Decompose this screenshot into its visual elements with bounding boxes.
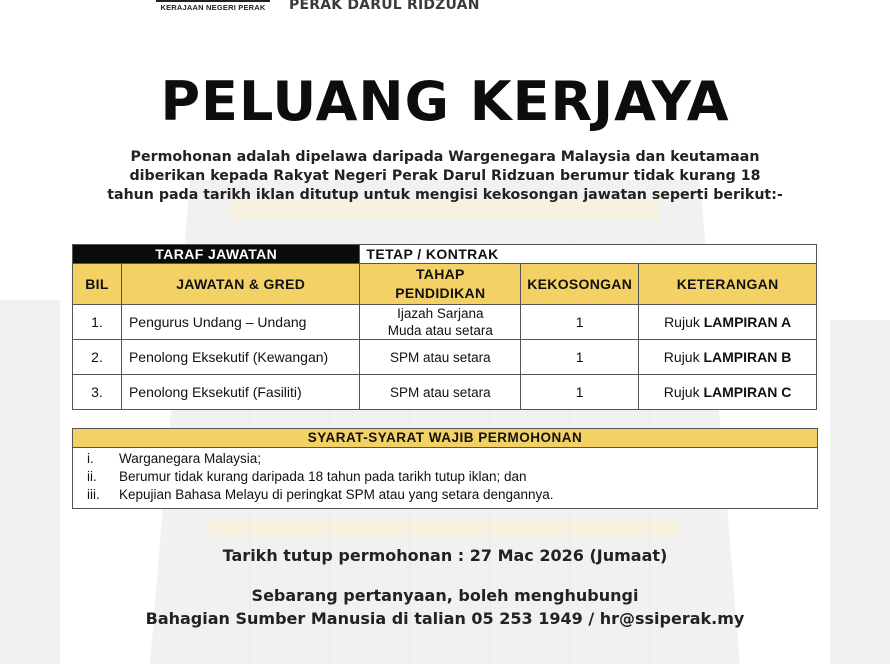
taraf-row: [73, 245, 817, 264]
header-pendidikan: TAHAP PENDIDIKAN: [360, 264, 521, 305]
list-item: i. Warganegara Malaysia;: [87, 451, 262, 466]
header-keterangan: KETERANGAN: [639, 264, 817, 305]
vacancy-table: [72, 244, 817, 410]
header-kekosongan: KEKOSONGAN: [521, 264, 639, 305]
cell-bil: 1.: [73, 305, 122, 340]
closing-date: Tarikh tutup permohonan : 27 Mac 2026 (Jumaat): [222, 546, 668, 565]
cell-pendidikan: SPM atau setara: [360, 375, 521, 410]
intro-line: tahun pada tarikh iklan ditutup untuk mengisi kekosongan jawatan seperti berikut:-: [107, 187, 783, 203]
region-logo-text: PERAK DARUL RIDZUAN: [289, 0, 480, 13]
requirements-list: [73, 448, 817, 508]
intro-paragraph: [90, 148, 800, 205]
cell-bil: 2.: [73, 340, 122, 375]
list-item: iii. Kepujian Bahasa Melayu di peringkat SPM atau yang setara dengannya.: [87, 487, 554, 502]
taraf-label: TARAF JAWATAN: [73, 245, 360, 264]
cell-keterangan: Rujuk LAMPIRAN B: [639, 340, 817, 375]
state-logo: [148, 0, 278, 12]
list-item: ii. Berumur tidak kurang daripada 18 tahun pada tarikh tutup iklan; dan: [87, 469, 527, 484]
requirements-heading: SYARAT-SYARAT WAJIB PERMOHONAN: [73, 429, 817, 448]
contact-info: [0, 584, 890, 630]
cell-pendidikan: SPM atau setara: [360, 340, 521, 375]
cell-kekosongan: 1: [521, 340, 639, 375]
contact-line: Sebarang pertanyaan, boleh menghubungi: [251, 586, 639, 605]
cell-jawatan: Pengurus Undang – Undang: [121, 305, 359, 340]
table-row: [73, 305, 817, 340]
contact-line: Bahagian Sumber Manusia di talian 05 253 1949 / hr@ssiperak.my: [145, 609, 745, 628]
table-row: [73, 375, 817, 410]
intro-line: Permohonan adalah dipelawa daripada Wargenegara Malaysia dan keutamaan: [130, 149, 760, 165]
taraf-value: TETAP / KONTRAK: [360, 245, 817, 264]
cell-pendidikan: Ijazah Sarjana Muda atau setara: [360, 305, 521, 340]
logo-caption: KERAJAAN NEGERI PERAK: [160, 3, 266, 12]
requirements-box: [72, 428, 818, 509]
logo-rule: [156, 0, 270, 2]
table-header-row: [73, 264, 817, 305]
page-title: PELUANG KERJAYA: [160, 70, 730, 133]
cell-jawatan: Penolong Eksekutif (Fasiliti): [121, 375, 359, 410]
cell-kekosongan: 1: [521, 305, 639, 340]
cell-keterangan: Rujuk LAMPIRAN C: [639, 375, 817, 410]
intro-line: diberikan kepada Rakyat Negeri Perak Darul Ridzuan berumur tidak kurang 18: [129, 168, 761, 184]
cell-kekosongan: 1: [521, 375, 639, 410]
header-bil: BIL: [73, 264, 122, 305]
cell-bil: 3.: [73, 375, 122, 410]
table-row: [73, 340, 817, 375]
cell-jawatan: Penolong Eksekutif (Kewangan): [121, 340, 359, 375]
cell-keterangan: Rujuk LAMPIRAN A: [639, 305, 817, 340]
header-jawatan: JAWATAN & GRED: [121, 264, 359, 305]
